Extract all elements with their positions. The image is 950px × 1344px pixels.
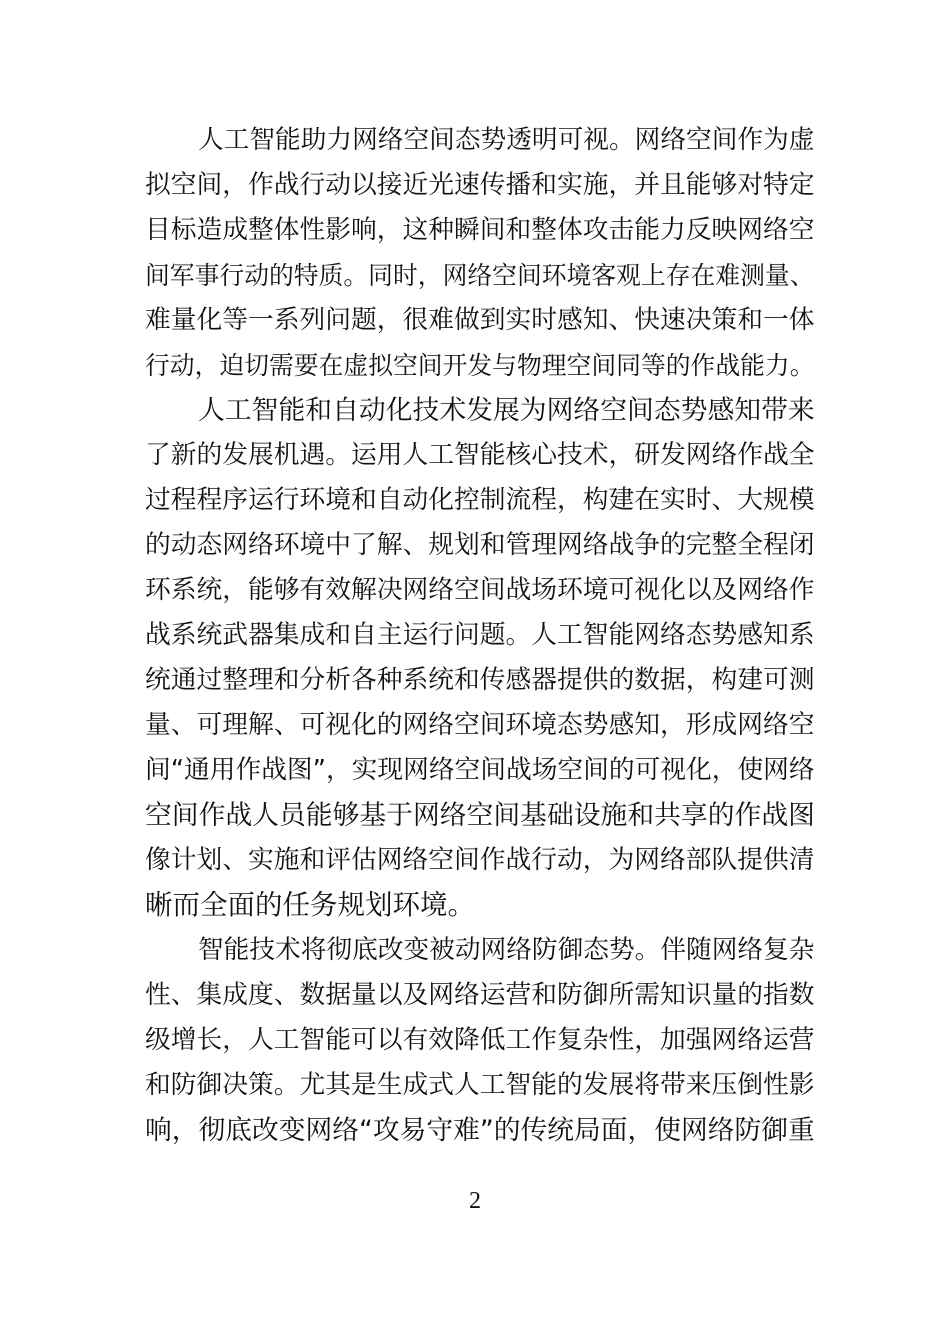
paragraph-2-line-7: 统通过整理和分析各种系统和传感器提供的数据，构建可测 [145, 665, 815, 695]
paragraph-3-line-4: 和防御决策。尤其是生成式人工智能的发展将带来压倒性影 [145, 1070, 815, 1100]
paragraph-2-line-8: 量、可理解、可视化的网络空间环境态势感知，形成网络空 [145, 710, 815, 740]
paragraph-2-line-5: 环系统，能够有效解决网络空间战场环境可视化以及网络作 [145, 575, 815, 605]
paragraph-1-line-2: 拟空间，作战行动以接近光速传播和实施，并且能够对特定 [145, 170, 815, 200]
paragraph-2-line-12: 晰而全面的任务规划环境。 [145, 889, 475, 921]
paragraph-3-line-2: 性、集成度、数据量以及网络运营和防御所需知识量的指数 [145, 980, 815, 1010]
paragraph-2-line-10: 空间作战人员能够基于网络空间基础设施和共享的作战图 [145, 800, 815, 831]
paragraph-2-line-11: 像计划、实施和评估网络空间作战行动，为网络部队提供清 [145, 845, 815, 875]
page-number: 2 [469, 1188, 481, 1214]
body-text [145, 118, 815, 1153]
paragraph-3-line-5: 响，彻底改变网络“攻易守难”的传统局面，使网络防御重 [145, 1115, 815, 1146]
paragraph-2-line-4: 的动态网络环境中了解、规划和管理网络战争的完整全程闭 [145, 530, 815, 560]
paragraph-1-line-3: 目标造成整体性影响，这种瞬间和整体攻击能力反映网络空 [145, 215, 815, 245]
paragraph-3-line-3: 级增长，人工智能可以有效降低工作复杂性，加强网络运营 [145, 1025, 815, 1055]
paragraph-1-line-5: 难量化等一系列问题，很难做到实时感知、快速决策和一体 [145, 305, 815, 335]
paragraph-2-line-1: 人工智能和自动化技术发展为网络空间态势感知带来 [198, 395, 815, 426]
paragraph-2-line-6: 战系统武器集成和自主运行问题。人工智能网络态势感知系 [145, 620, 815, 650]
paragraph-1-line-6: 行动，迫切需要在虚拟空间开发与物理空间同等的作战能力。 [145, 351, 815, 380]
paragraph-2-line-3: 过程程序运行环境和自动化控制流程，构建在实时、大规模 [145, 485, 815, 515]
paragraph-2-line-2: 了新的发展机遇。运用人工智能核心技术，研发网络作战全 [145, 440, 815, 470]
paragraph-3-line-1: 智能技术将彻底改变被动网络防御态势。伴随网络复杂 [198, 935, 815, 965]
paragraph-2-line-9: 间“通用作战图”，实现网络空间战场空间的可视化，使网络 [145, 755, 815, 785]
paragraph-1-line-4: 间军事行动的特质。同时，网络空间环境客观上存在难测量、 [145, 261, 815, 290]
paragraph-1-line-1: 人工智能助力网络空间态势透明可视。网络空间作为虚 [198, 125, 815, 155]
